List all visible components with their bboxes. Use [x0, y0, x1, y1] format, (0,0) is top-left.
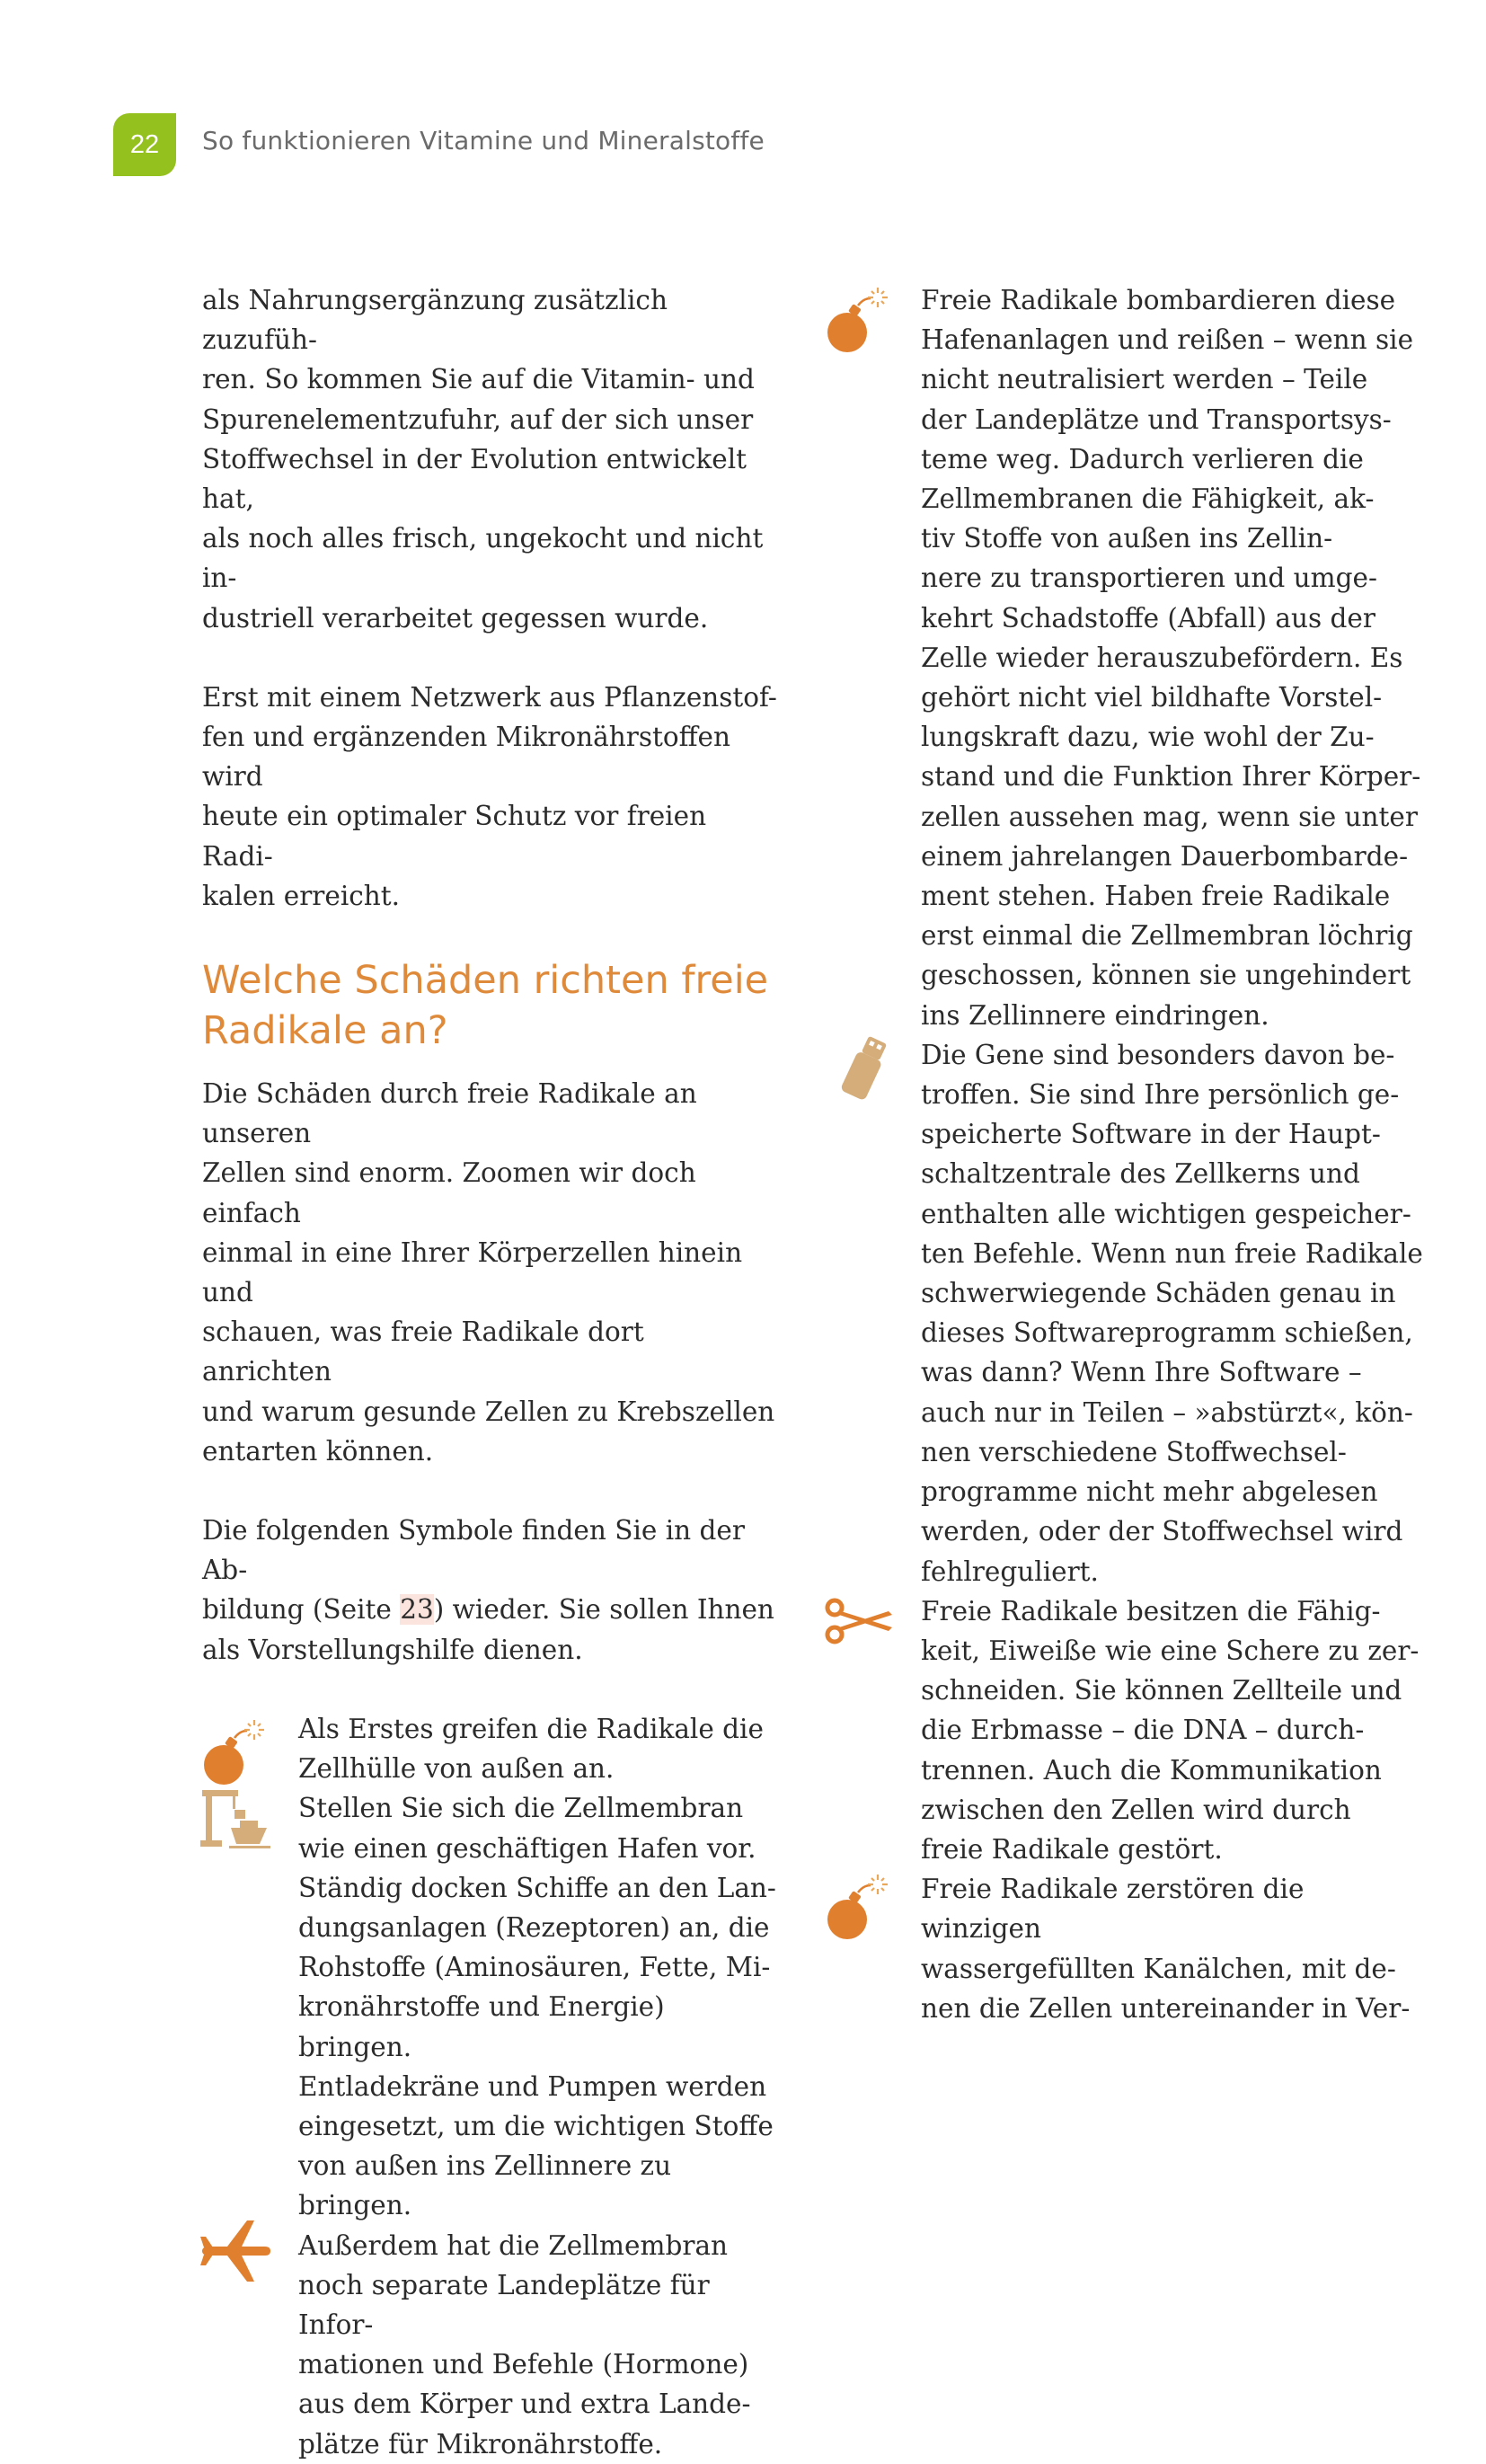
paragraph-2: Erst mit einem Netzwerk aus Pflanzenstof- fen und ergänzenden Mikronährstoffen wird heute ein optimaler Schutz vor freien Radi- kalen erreicht. — [202, 681, 777, 911]
running-title: So funktionieren Vitamine und Mineralstoffe — [202, 126, 765, 155]
list-item-plane — [202, 2226, 777, 2464]
list-item-text: Freie Radikale zerstören die winzigen wassergefüllten Kanälchen, mit de- nen die Zellen untereinander in Ver- — [921, 1874, 1411, 2024]
page-number-badge: 22 — [113, 113, 176, 176]
paragraph-3: Die Schäden durch freie Radikale an unseren Zellen sind enorm. Zoomen wir doch einfach einmal in eine Ihrer Körperzellen hinein und schauen, was freie Radikale dort anrichten und warum gesunde Zellen zu Krebszellen entarten können. — [202, 1078, 775, 1467]
list-item-text: Als Erstes greifen die Radikale die Zellhülle von außen an. — [298, 1713, 764, 1785]
list-item-text: Außerdem hat die Zellmembran noch separate Landeplätze für Infor- mationen und Befehle (Hormone) aus dem Körper und extra Lande- plätze für Mikronährstoffe. — [298, 2229, 751, 2460]
list-item-text: Freie Radikale besitzen die Fähig- keit, Eiweiße wie eine Schere zu zer- schneiden. Sie können Zellteile und die Erbmasse – die DNA – durch- trennen. Auch die Kommunikation zwischen den Zellen wird durch freie Radikale gestört. — [921, 1595, 1420, 1865]
list-item-bomb — [921, 280, 1424, 1035]
bomb-icon — [200, 1718, 272, 1790]
list-item-bomb — [921, 1869, 1424, 2028]
list-item-crane — [202, 1788, 777, 2225]
list-item-text: Freie Radikale bombardieren diese Hafenanlagen und reißen – wenn sie nicht neutralisiert werden – Teile der Landeplätze und Transportsys- teme weg. Dadurch verlieren die Zellmembranen die Fähigkeit, ak- tiv Stoffe von außen ins Zellin- nere zu transportieren und umge- kehrt Schadstoffe (Abfall) aus der Zelle wieder herauszubefördern. Es gehört nicht viel bildhafte Vorstel- lungskraft dazu, wie wohl der Zu- stand und die Funktion Ihrer Körper- zellen aussehen mag, wenn sie unter einem jahrelangen Dauerbombarde- ment stehen. Haben freie Radikale erst einmal die Zellmembran löchrig geschossen, können sie ungehindert ins Zellinnere eindringen. — [921, 285, 1421, 1031]
bomb-icon — [824, 286, 896, 358]
list-item-text: Die Gene sind besonders davon be- troffen. Sie sind Ihre persönlich ge- speicherte Software in der Haupt- schaltzentrale des Zellkerns und enthalten alle wichtigen gespeicher- ten Befehle. Wenn nun freie Radikale schwerwiegende Schäden genau in dieses Softwareprogramm schießen, was dann? Wenn Ihre Software – auch nur in Teilen – »abstürzt«, kön- nen verschiedene Stoffwechsel- programme nicht mehr abgelesen werden, oder der Stoffwechsel wird fehlreguliert. — [921, 1039, 1423, 1587]
list-item-bomb — [202, 1709, 777, 1788]
list-item-scissors — [921, 1591, 1424, 1869]
usb-stick-icon — [835, 1035, 894, 1107]
scissors-icon — [824, 1595, 896, 1653]
section-heading: Welche Schäden richten freie Radikale an? — [202, 958, 769, 1054]
paragraph-1: als Nahrungsergänzung zusätzlich zuzufüh- ren. So kommen Sie auf die Vitamin- und Spurenelementzufuhr, auf der sich unser Stoffwechsel in der Evolution entwickelt hat, als noch alles frisch, ungekocht und nicht in- dustriell verarbeitet gegessen wurde. — [202, 285, 764, 634]
paragraph-4: Die folgenden Symbole finden Sie in der Ab- bildung (Seite 23) wieder. Sie sollen Ihnen als Vorstellungshilfe dienen. — [202, 1515, 774, 1665]
list-item-text: Stellen Sie sich die Zellmembran wie einen geschäftigen Hafen vor. Ständig docken Schiffe an den Lan- dungsanlagen (Rezeptoren) an, die Rohstoffe (Aminosäuren, Fette, Mi- kronährstoffe und Energie) bringen. Entladekräne und Pumpen werden eingesetzt, um die wichtigen Stoffe von außen ins Zellinnere zu bringen. — [298, 1793, 776, 2221]
airplane-icon — [200, 2219, 270, 2287]
bomb-icon — [824, 1873, 896, 1945]
crane-icon — [200, 1788, 270, 1855]
page-reference-link[interactable]: 23 — [400, 1594, 434, 1626]
list-item-usb — [921, 1035, 1424, 1591]
right-column — [921, 280, 1424, 2028]
left-column — [202, 280, 777, 2464]
